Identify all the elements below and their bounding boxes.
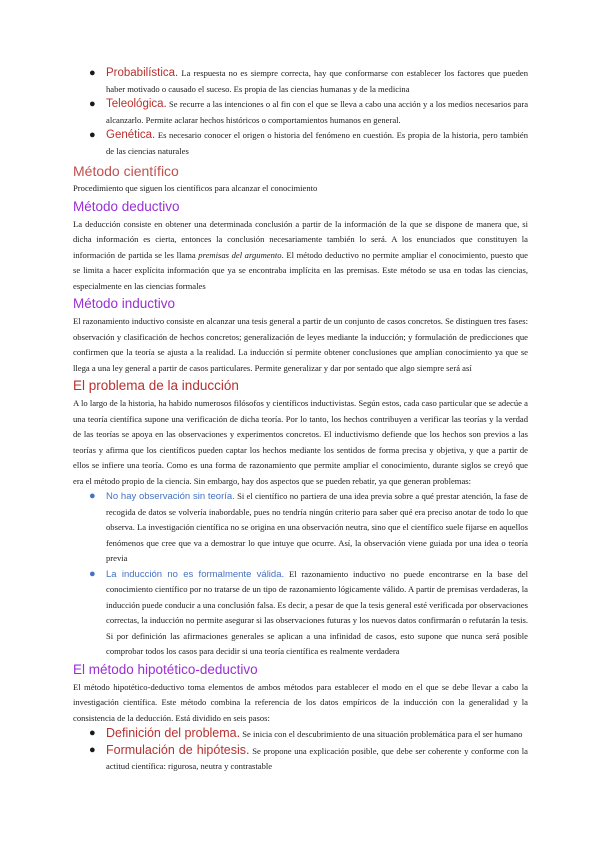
- section-title-problema-induccion: El problema de la inducción: [73, 378, 239, 393]
- section-title-metodo-inductivo: Método inductivo: [73, 296, 176, 311]
- paragraph: El método hipotético-deductivo toma elementos de ambos métodos para establecer el modo en el que se debe llevar a cabo la investigación científica. Este método combina la referencia de los datos empíricos de la inducción con la generalidad y la consistencia de la deducción. Está dividido en seis pasos:: [73, 681, 528, 723]
- list-text: Se inicia con el descubrimiento de una situación problemática para el ser humano: [242, 729, 523, 739]
- list-item: [73, 97, 528, 128]
- list-item: [73, 489, 528, 567]
- list-text: Si el científico no partiera de una idea previa sobre a qué prestar atención, la fase de recogida de datos se volvería inabordable, pues no tendría ningún criterio para saber qué era preciso anotar de todo lo que observa. La investigación científica no se origina en una observación neutra, sino que el científico suele fijarse en aquellos fenómenos que cree que va a demostrar lo que intuye que ocurre. Así, la observación viene guiada por una idea o teoría previa: [106, 491, 528, 563]
- list-item: [73, 567, 528, 660]
- list-term: No hay observación sin teoría.: [106, 491, 235, 502]
- list-text: Es necesario conocer el origen o historia del fenómeno en cuestión. Es propia de la historia, pero también de las ciencias naturales: [106, 130, 528, 156]
- list-item: [73, 726, 528, 743]
- bullet-icon: ●: [89, 67, 96, 79]
- list-term: Genética.: [106, 129, 156, 141]
- list-item: [73, 743, 528, 775]
- bullet-icon: ●: [89, 98, 96, 110]
- list-text: La respuesta no es siempre correcta, hay que conformarse con establecer los factores que pueden haber motivado o causado el suceso. Es propia de las ciencias humanas y de la medicina: [106, 68, 528, 94]
- list-term: Formulación de hipótesis.: [106, 742, 250, 757]
- section-title-metodo-deductivo: Método deductivo: [73, 198, 180, 214]
- pasos-list: [73, 726, 528, 775]
- bullet-icon: ●: [89, 129, 96, 141]
- paragraph-text: La deducción consiste en obtener una determinada conclusión a partir de la información de la que se dispone de manera que, si dicha información es cierta, entonces la conclusión necesariamente también lo será. A los enunciados que constituyen la información de partida se les llama: [73, 218, 528, 260]
- problema-list: [73, 489, 528, 660]
- bullet-icon: ●: [89, 727, 96, 739]
- paragraph: Procedimiento que siguen los científicos para alcanzar el conocimiento: [73, 183, 318, 193]
- paragraph: El razonamiento inductivo consiste en alcanzar una tesis general a partir de un conjunto de casos concretos. Se distinguen tres fases: observación y clasificación de hechos concretos; generalización de leyes mediante la inducción; y formulación de predicciones que confirmen que la teoría se ajusta a la realidad. La inducción sí permite obtener conclusiones que amplían conocimiento ya que se llega a una ley general a partir de casos particulares. Permite generalizar y dar por sentado que algo siempre será así: [73, 316, 528, 373]
- bullet-icon: ●: [89, 743, 96, 756]
- list-item: [73, 66, 528, 97]
- bullet-icon: ●: [89, 567, 96, 580]
- document-page: [73, 66, 528, 775]
- list-text: El razonamiento inductivo no puede encontrarse en la base del conocimiento científico por no tratarse de un tipo de razonamiento lógicamente válido. A partir de premisas verdaderas, la inducción puede conducir a una conclusión falsa. Es decir, a pesar de que la tesis general esté verificada por observaciones correctas, la inducción no permite asegurar si las observaciones futuras y los nuevos datos confirmarán o refutarán la tesis. Si por definición las afirmaciones generales se aplican a una infinidad de casos, esto supone que nunca será posible comprobar todos los casos para decidir si una teoría científica es realmente verdadera: [106, 568, 528, 656]
- bullet-icon: ●: [89, 490, 96, 502]
- paragraph: [73, 217, 528, 295]
- paragraph-text: . El método deductivo no permite ampliar el conocimiento, puesto que se limita a hacer explícita información que ya se encontraba implícita en las premisas. Este método se usa en todas las ciencias, especialmente en las ciencias formales: [73, 249, 528, 291]
- section-title-metodo-hipotetico: El método hipotético-deductivo: [73, 661, 258, 677]
- list-text: Se propone una explicación posible, que debe ser coherente y conforme con la actitud científica: rigurosa, neutra y contrastable: [106, 745, 528, 771]
- emphasis-text: premisas del argumento: [198, 249, 282, 260]
- list-text: Se recurre a las intenciones o al fin con el que se lleva a cabo una acción y a los medios necesarios para alcanzarlo. Permite aclarar hechos históricos o comportamientos humanos en general.: [106, 99, 529, 125]
- paragraph: A lo largo de la historia, ha habido numerosos filósofos y científicos inductivistas. Según estos, cada caso particular que se adecúe a una teoría científica supone una verificación de dicha teoría. Por lo tanto, los hechos contribuyen a verificar las teorías y la verdad de las teorías se apoya en las observaciones y experimentos concretos. El inductivismo defiende que los hechos son previos a las teorías y afirma que los científicos pueden captar los hechos mediante los sentidos de forma precisa y objetiva, y que a partir de ellos se infiere una teoría. Como es una forma de razonamiento que permite ampliar el conocimiento, durante siglos se creyó que era el método propio de la ciencia. Sin embargo, hay dos aspectos que se pueden rebatir, ya que generan problemas:: [73, 398, 528, 486]
- list-term: Definición del problema.: [106, 726, 241, 740]
- intro-list: [73, 66, 528, 159]
- list-term: Probabilística.: [106, 67, 179, 79]
- list-term: La inducción no es formalmente válida.: [106, 568, 285, 580]
- list-term: Teleológica.: [106, 98, 167, 110]
- section-title-metodo-cientifico: Método científico: [73, 163, 179, 179]
- list-item: [73, 128, 528, 159]
